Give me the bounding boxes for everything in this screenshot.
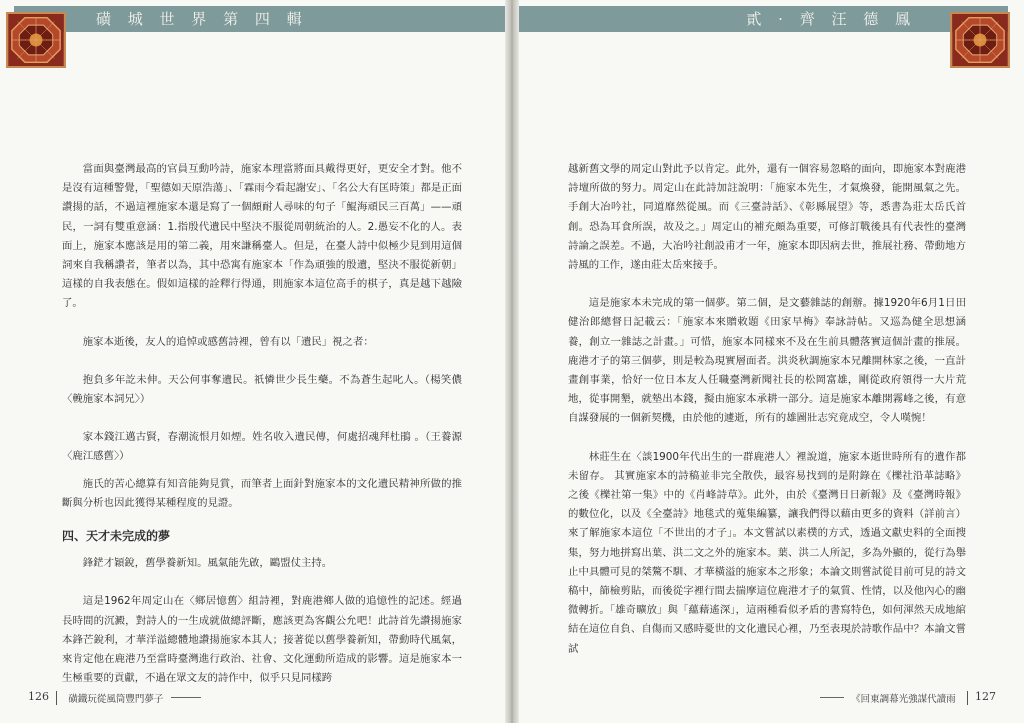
quoted-poem: 鋒鋩才穎銳，舊學養新知。風氣能先啟，鷗盟仗主持。 <box>82 557 333 570</box>
page-number: 127 <box>975 690 996 703</box>
footer-divider <box>967 691 968 705</box>
right-footer <box>820 690 996 705</box>
page-number: 126 <box>28 690 49 703</box>
octagon-pattern-icon <box>8 14 64 66</box>
paragraph: 施家本逝後，友人的追悼或感舊詩裡，曾有以「遺民」視之者： <box>82 335 374 348</box>
right-running-title: 貳 · 齊 汪 德 鳳 <box>746 10 916 28</box>
left-running-title: 磺 城 世 界 第 四 輯 <box>96 10 308 28</box>
paragraph: 越新舊文學的周定山對此予以肯定。此外，還有一個容易忽略的面向，即施家本對鹿港詩壇所做的努力。周定山在此詩加註說明：「施家本先生，才氣煥發，能開風氣之先。手創大冶吟社，同道靡然從風。而《三臺詩話》、《彰縣展望》等，悉書為莊太岳氏首創。恐為耳食所誤，故及之。」周定山的補充頗為重要，可修訂戰後具有代表性的臺灣詩論之誤差。不過，大冶吟社創設甫才一年，施家本即因病去世，推展社務、帶動地方詩風的工作，遂由莊太岳來接手。 <box>568 163 966 272</box>
left-page <box>0 0 510 723</box>
quoted-poem: 抱負多年訖未伸。天公何事奪遺民。祇憐世少長生藥。不為蒼生起叱人。（楊笑儂〈輓施家本詞兄〉） <box>62 373 462 406</box>
right-header-band <box>514 6 1008 32</box>
ornament-emblem-icon <box>6 12 66 68</box>
left-body-text <box>62 160 462 688</box>
footer-title: 磺鐵玩從風筒豐門夢子 <box>68 693 164 705</box>
footer-rule <box>820 697 844 698</box>
paragraph: 當面與臺灣最高的官員互動吟詩，施家本理當將面具戴得更好，更安全才對。他不是沒有這種警覺，「聖德如天原浩蕩」、「霖雨今看起謝安」、「名公大有匡時策」都是正面讚揚的話，不過這裡施家本還是寫了一個頗耐人尋味的句子「鯤海頑民三百萬」——頑民，一詞有雙重意涵：1.指殷代遺民中堅決不服從周朝統治的人。2.愚妄不化的人。表面上，施家本應該是用的第二義，用來謙稱臺人。但是，在臺人詩中似極少見到用這個詞來自我稱讚者，筆者以為，其中恐寓有施家本「作為頑強的殷遺，堅決不服從新朝」這樣的自我表態在。假如這樣的詮釋行得通，則施家本這位高手的棋子，真是越下越險了。 <box>62 163 463 310</box>
footer-rule <box>171 697 201 698</box>
book-gutter <box>505 0 519 723</box>
quoted-poem: 家本錢江邁古賢，春潮流恨月如煙。姓名收入遺民傳，何處招魂拜杜鵑 。（王養源〈鹿江感舊〉） <box>62 431 462 463</box>
right-body-text <box>568 160 966 659</box>
footer-divider <box>56 691 57 705</box>
right-page <box>514 0 1024 723</box>
left-footer <box>28 690 201 705</box>
paragraph: 施氏的苦心總算有知音能夠見賞，而筆者上面針對施家本的文化遺民精神所做的推斷與分析也因此獲得某種程度的見證。 <box>62 477 462 509</box>
ornament-emblem-icon <box>950 12 1010 68</box>
paragraph: 林莊生在〈談1900年代出生的一群鹿港人〉裡說道，施家本逝世時所有的遺作都未留存。 其實施家本的詩稿並非完全散佚，最容易找到的是附錄在《櫟社沿革誌略》之後《櫟社第一集》中的《肖峰詩草》。此外，由於《臺灣日日新報》及《臺灣時報》的數位化，以及《全臺詩》地毯式的蒐集編纂，讓我們得以藉由更多的資料（詳前言）來了解施家本這位「不世出的才子」。本文嘗試以素樸的方式，透過文獻史料的全面搜集，努力地拼寫出葉、洪二文之外的施家本。葉、洪二人所記，多為外顯的，從行為舉止中具體可見的桀驁不馴、才華橫溢的施家本之形象；本論文則嘗試從目前可見的詩文稿中，篩檢剪貼，而後從字裡行間去揣摩這位鹿港才子的氣質、性情，以及他內心的幽微轉折。「雄奇曠放」與「蘊藉遙深」，這兩種看似矛盾的書寫特色，如何渾然天成地綰結在這位自負、自傷而又感時憂世的文化遺民心裡，乃至表現於詩歌作品中？本論文嘗 試 <box>568 450 966 655</box>
octagon-pattern-icon <box>952 14 1008 66</box>
paragraph: 這是施家本未完成的第一個夢。第二個，是文藝雜誌的創辦。據1920年6月1日田健治郎總督日記載云：「施家本來贈敕題《田家早梅》奉詠詩帖。又巡為健全思想涵養，創立一雜誌之計畫。」可惜，施家本同樣來不及在生前具體落實這個計畫的推展。鹿港才子的第三個夢，則是較為現實層面者。洪炎秋調施家本兄離開林家之後，一直計畫創事業，恰好一位日本友人任職臺灣新聞社長的松岡富雄，剛從政府領得一大片荒地，從事開墾，就墊出本錢，擬由施家本承耕一部分。這是施家本離開霧峰之後，有意自謀發展的一個新契機，由於他的遽逝，所有的雄圖壯志究竟成空，令人嘆惋！ <box>568 297 966 425</box>
left-header-band <box>14 6 510 32</box>
section-heading: 四、天才未完成的夢 <box>62 529 171 544</box>
paragraph: 這是1962年周定山在〈鄉居憶舊〉組詩裡，對鹿港鄉人做的追憶性的記述。經過長時間的沉澱，對詩人的一生成就做總評斷，應該更為客觀公允吧！此詩首先讚揚施家本鋒芒銳利，才華洋溢總體地讚揚施家本其人；接著從以舊學養新知，帶動時代風氣，來肯定他在鹿港乃至當時臺灣進行政治、社會、文化運動所造成的影響。這是施家本一生極重要的貢獻，不過在眾文友的詩作中，似乎只見同樣跨 <box>62 595 462 685</box>
footer-title: 《回東調幕光強謀代讀雨 <box>851 693 956 705</box>
